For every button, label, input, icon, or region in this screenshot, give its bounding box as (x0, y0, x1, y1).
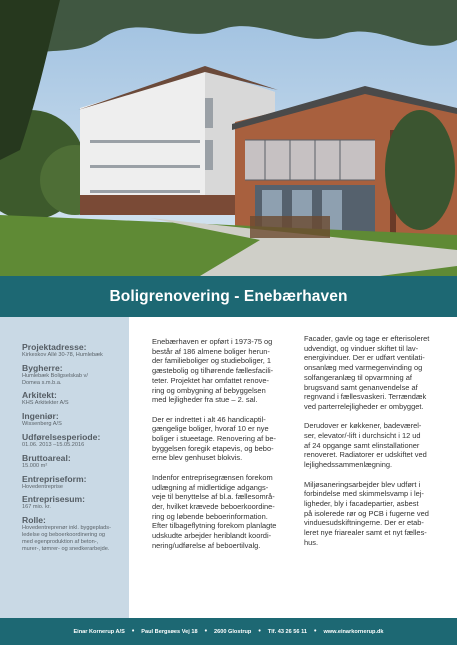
fact-period (22, 432, 129, 449)
paragraph: Miljøsaneringsarbejder blev udført i forbindelse med skimmelsvamp i lej- ligheder, bly i facadepartier, asbest på isolerede rør og PCB i fugerne ved vinduesudskiftningerne. Der er etab- leret nye friarealer samt et nyt fælles- hus. (304, 479, 429, 547)
fact-client (22, 363, 129, 387)
footer-city: 2600 Glostrup (214, 628, 252, 635)
footer-address: Paul Bergsøes Vej 18 (141, 628, 198, 635)
title-band (0, 276, 457, 317)
building-photo (0, 0, 457, 276)
fact-value: Humlebæk Boligselskab v/ Domea s.m.b.a. (22, 372, 88, 386)
fact-label: Bruttoareal: (22, 452, 71, 463)
paragraph: Facader, gavle og tage er efterisoleret udvendigt, og vinduer skiftet til lav- energivinduer. Der er udført ventilati- onsanlæg med varmegenvinding og solfangeranlæg til opvarmning af brugsvand samt genanvendelse af regnvand i fællesvaskeri. Terrændæk ved parterrelejligheder er ombygget. (304, 334, 430, 411)
fact-value: Hovedentreprenør inkl. byggeplads- ledelse og beboerkoordinering og med egenproduktion af beton-, murer-, tømrer- og snedkerarbejde. (22, 525, 111, 552)
fact-value: KHS Arkitekter A/S (22, 400, 69, 407)
fact-gross-area (22, 453, 129, 470)
fact-label: Bygherre: (22, 362, 63, 373)
fact-label: Ingeniør: (22, 411, 59, 422)
body-column-1 (152, 337, 301, 560)
fact-label: Entrepriseform: (22, 473, 87, 484)
separator-dot-icon: • (204, 628, 208, 635)
fact-value: 15.000 m² (22, 462, 48, 469)
separator-dot-icon: • (131, 628, 135, 635)
separator-dot-icon: • (258, 628, 261, 635)
body-column-2 (304, 334, 453, 557)
fact-label: Udførelsesperiode: (22, 431, 101, 442)
paragraph: Der er indrettet i alt 46 handicaptil- gængelige boliger, hvoraf 10 er nye boliger i stueetage. Renovering af be- byggelsen foregik etapevis, og bebo- erne blev genhuset blokvis. (152, 414, 277, 463)
fact-contract-form (22, 474, 129, 491)
fact-value: 167 mio. kr. (22, 504, 51, 511)
fact-architect (22, 390, 129, 407)
separator-dot-icon: • (313, 628, 317, 635)
fact-contract-sum (22, 494, 129, 511)
fact-label: Projektadresse: (22, 342, 87, 352)
fact-project-address (22, 342, 129, 359)
fact-value: Hovedentreprise (22, 483, 64, 490)
page-title: Boligrenovering - Enebærhaven (109, 287, 348, 305)
footer-website-link[interactable]: www.einarkornerup.dk (323, 628, 384, 635)
fact-label: Entreprisesum: (22, 494, 86, 505)
paragraph: Derudover er køkkener, badeværel- ser, elevator/-lift i durchsicht i 12 ud af 24 opgange samt elinstallationer renoveret. Radiatorer er udskiftet ved lejlighedssammenlægning. (304, 421, 427, 470)
footer-phone: Tlf. 43 26 56 11 (267, 628, 307, 635)
footer-company: Einar Kornerup A/S (73, 628, 125, 635)
fact-value: 01.06. 2013 –15.05.2016 (22, 441, 85, 448)
fact-value: Kirkeskov Allé 30-78, Humlebæk (22, 352, 103, 358)
fact-label: Rolle: (22, 515, 46, 526)
fact-value: Wissenberg A/S (22, 421, 62, 428)
fact-engineer (22, 411, 129, 428)
project-facts-sidebar (0, 317, 129, 618)
paragraph: Indenfor entreprisegrænsen forekom udlægning af midlertidige adgangs- veje til benyttelse af bl.a. fællesområ- der, hvilket krævede beboerkoordine- ring og løbende beboerinformation. Efter tilbageflytning forekom planlagte udskudte arbejder heriblandt koordi- nering/udførelse af beboertilvalg. (152, 472, 277, 550)
fact-role (22, 515, 129, 552)
fact-label: Arkitekt: (22, 390, 57, 401)
paragraph: Enebærhaven er opført i 1973-75 og består af 186 almene boliger herun- der familieboliger og studieboliger, 1 gæstebolig og tilhørende fællesfacili- teter. Projektet har omfattet renove- ring og ombygning af bebyggelsen med lejligheder fra stue – 2. sal. (152, 337, 274, 405)
footer-band (0, 618, 457, 645)
